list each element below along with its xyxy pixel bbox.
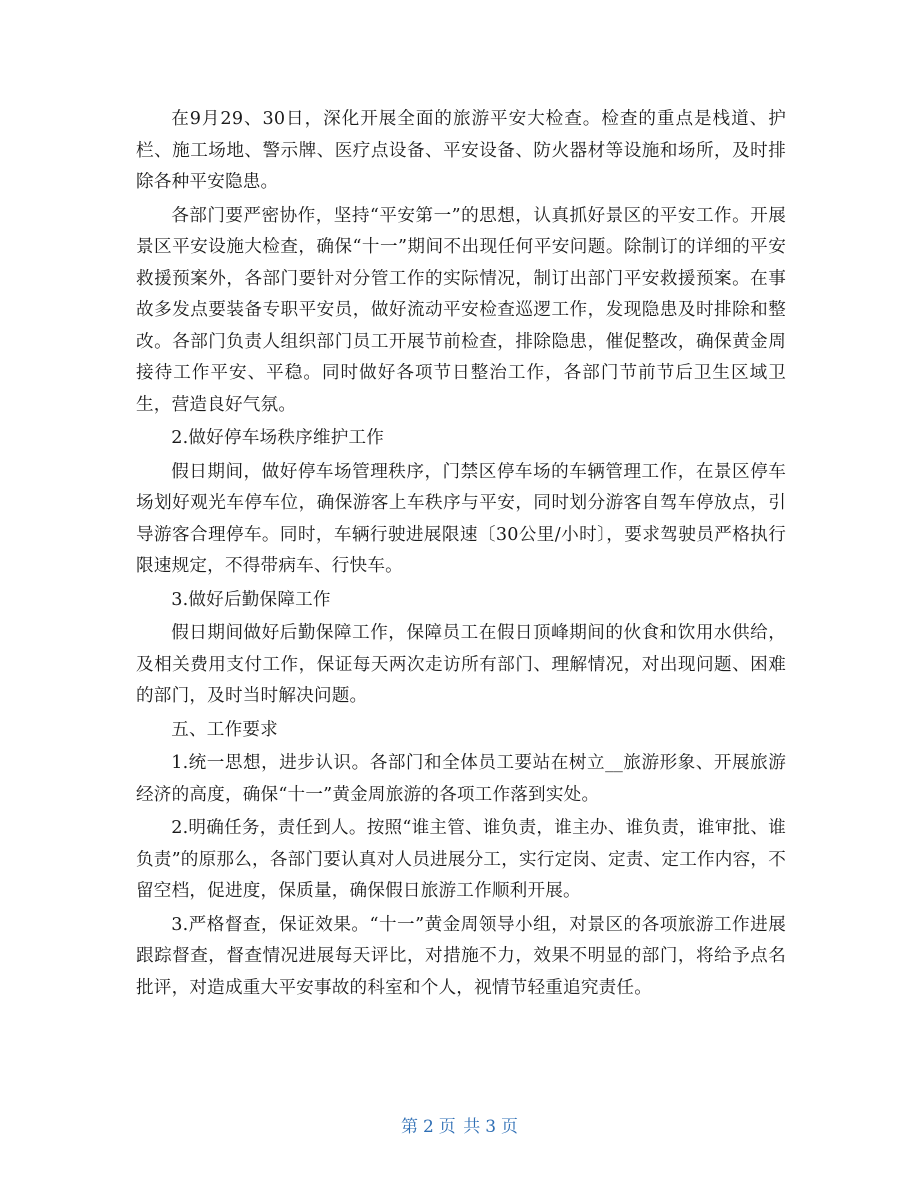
- paragraph-logistics-support: 假日期间做好后勤保障工作，保障员工在假日顶峰期间的伙食和饮用水供给，及相关费用支付工作，保证每天两次走访所有部门、理解情况，对出现问题、困难的部门，及时当时解决问题。: [136, 623, 786, 706]
- current-page-number: 2: [422, 1117, 435, 1137]
- document-body: [136, 104, 786, 1004]
- paragraph-department-cooperation: 各部门要严密协作，坚持“平安第一”的思想，认真抓好景区的平安工作。开展景区平安设施大检查，确保“十一”期间不出现任何平安问题。除制订的详细的平安救援预案外，各部门要针对分管工作的实际情况，制订出部门平安救援预案。在事故多发点要装备专职平安员，做好流动平安检查巡逻工作，发现隐患及时排除和整改。各部门负责人组织部门员工开展节前检查，排除隐患，催促整改，确保黄金周接待工作平安、平稳。同时做好各项节日整治工作，各部门节前节后卫生区域卫生，营造良好气氛。: [136, 205, 786, 415]
- paragraph-strict-supervision: 3.严格督查，保证效果。“十一”黄金周领导小组，对景区的各项旅游工作进展跟踪督查，督查情况进展每天评比，对措施不力，效果不明显的部门，将给予点名批评，对造成重大平安事故的科室和个人，视情节轻重追究责任。: [136, 914, 786, 998]
- page-label-suffix: 页: [501, 1117, 520, 1137]
- total-pages-number: 3: [485, 1117, 498, 1137]
- paragraph-unify-thinking: 1.统一思想，进步认识。各部门和全体员工要站在树立__旅游形象、开展旅游经济的高度，确保“十一”黄金周旅游的各项工作落到实处。: [136, 753, 786, 805]
- page-label-mid: 页 共: [438, 1117, 482, 1137]
- page-footer: [0, 1112, 920, 1137]
- heading-parking-order: 2.做好停车场秩序维护工作: [171, 428, 385, 448]
- paragraph-clear-tasks: 2.明确任务，责任到人。按照“谁主管、谁负责，谁主办、谁负责，谁审批、谁负责”的原那么，各部门要认真对人员进展分工，实行定岗、定责、定工作内容，不留空档，促进度，保质量，确保假日旅游工作顺利开展。: [136, 818, 786, 901]
- paragraph-safety-inspection: 在9月29、30日，深化开展全面的旅游平安大检查。检查的重点是栈道、护栏、施工场地、警示牌、医疗点设备、平安设备、防火器材等设施和场所，及时排除各种平安隐患。: [136, 109, 786, 192]
- heading-work-requirements: 五、工作要求: [171, 719, 278, 740]
- page-label-prefix: 第: [400, 1117, 419, 1137]
- heading-logistics-support: 3.做好后勤保障工作: [171, 589, 331, 610]
- paragraph-parking-management: 假日期间，做好停车场管理秩序，门禁区停车场的车辆管理工作，在景区停车场划好观光车停车位，确保游客上车秩序与平安，同时划分游客自驾车停放点，引导游客合理停车。同时，车辆行驶进展限速〔30公里/小时〕，要求驾驶员严格执行限速规定，不得带病车、行快车。: [136, 461, 786, 576]
